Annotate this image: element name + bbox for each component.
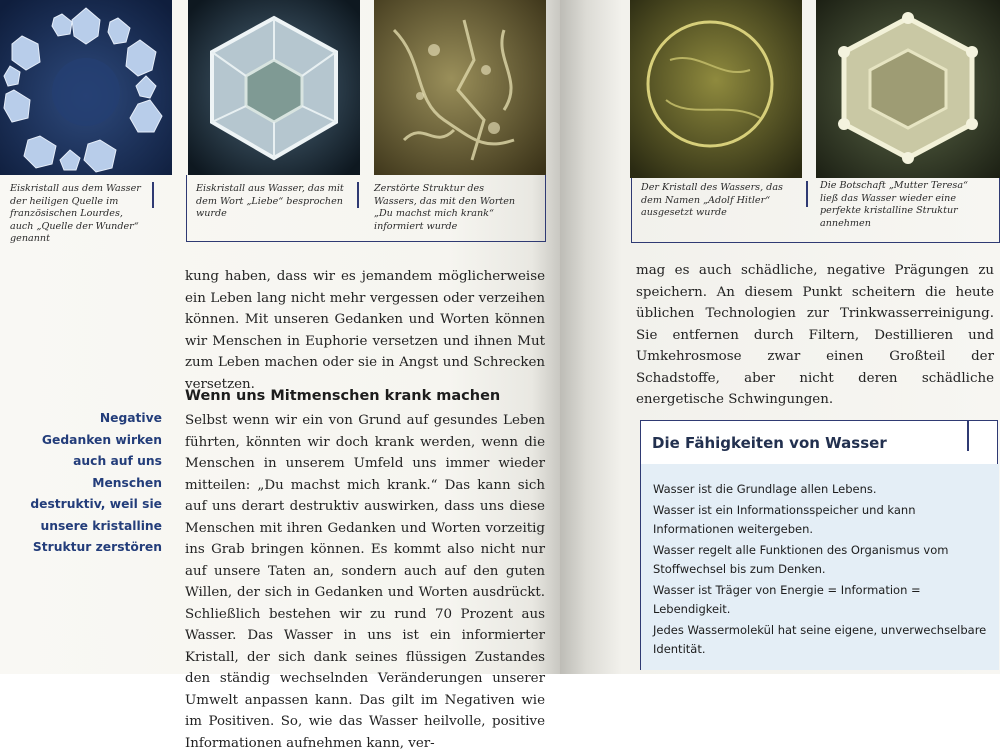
capabilities-infobox (640, 420, 1000, 670)
infobox-list (641, 464, 999, 659)
margin-note: Negative Gedanken wirken auch auf uns Menschen destruktiv, weil sie unsere kristalline Struktur zerstören (30, 411, 162, 554)
caption-hitler: Der Kristall des Wassers, das dem Namen „Adolf Hitler“ ausgesetzt wurde (641, 182, 783, 218)
infobox-rule (967, 421, 969, 451)
infobox-title: Die Fähigkeiten von Wasser (652, 434, 887, 452)
photo-teresa-crystal (816, 0, 1000, 178)
caption-rule (152, 182, 154, 208)
photo-hitler-crystal (630, 0, 802, 178)
infobox-header (640, 420, 998, 465)
infobox-body (640, 464, 999, 670)
infobox-item: Wasser ist Träger von Energie = Information = Lebendigkeit. (653, 583, 921, 616)
caption-lourdes: Eiskristall aus dem Wasser der heiligen Quelle im französischen Lourdes, auch „Quelle der Wunder“ genannt (10, 183, 141, 244)
caption-liebe: Eiskristall aus Wasser, das mit dem Wort „Liebe“ besprochen wurde (196, 183, 344, 219)
infobox-item: Wasser regelt alle Funktionen des Organismus vom Stoffwechsel bis zum Denken. (653, 543, 949, 576)
caption-destroyed: Zerstörte Struktur des Wassers, das mit den Worten „Du machst mich krank“ informiert wurde (374, 183, 516, 232)
caption-rule (806, 181, 808, 207)
caption-teresa: Die Botschaft „Mutter Teresa“ ließ das Wasser wieder eine perfekte kristalline Struktur annehmen (820, 180, 968, 229)
infobox-item: Wasser ist die Grundlage allen Lebens. (653, 482, 877, 496)
intro-paragraph: kung haben, dass wir es jemandem möglicherweise ein Leben lang nicht mehr vergessen oder verzeihen können. Mit unseren Gedanken und Worten können wir Menschen in Euphorie versetzen und ihnen Mut zum Leben machen oder sie in Angst und Schrecken versetzen. (185, 269, 545, 392)
photo-lourdes-crystal (0, 0, 172, 175)
section-paragraph: Selbst wenn wir ein von Grund auf gesundes Leben führten, könnten wir doch krank werden, wenn die Menschen in unserem Umfeld uns immer wieder mitteilen: „Du machst mich krank.“ Das kann sich auf uns derart destruktiv auswirken, dass uns diese Menschen mit ihren Gedanken und Worten vorzeitig ins Grab bringen können. Es kommt also nicht nur auf unsere Taten an, sondern auch auf den guten Willen, der sich in Gedanken und Worten ausdrückt. Schließlich bestehen wir zu rund 70 Prozent aus Wasser. Das Wasser in uns ist ein informierter Kristall, der sich dank seines flüssigen Zustandes den ständig wechselnden Veränderungen unserer Umwelt anpassen kann. Das gilt im Negativen wie im Positiven. So, wie das Wasser heilvolle, positive Informationen aufnehmen kann, ver- (185, 413, 545, 751)
right-paragraph: mag es auch schädliche, negative Prägungen zu speichern. An diesem Punkt scheitern die heute üblichen Technologien zur Trinkwasserreinigung. Sie entfernen durch Filtern, Destillieren und Umkehrosmose zwar einen Großteil der Schadstoffe, aber nicht deren schädliche energetische Schwingungen. (636, 263, 994, 407)
infobox-item: Wasser ist ein Informationsspeicher und kann Informationen weitergeben. (653, 503, 916, 536)
photo-liebe-crystal (188, 0, 360, 175)
photo-destroyed-structure (374, 0, 546, 175)
caption-rule (357, 182, 359, 208)
infobox-item: Jedes Wassermolekül hat seine eigene, unverwechselbare Identität. (653, 623, 987, 656)
section-heading: Wenn uns Mitmenschen krank machen (185, 388, 501, 404)
